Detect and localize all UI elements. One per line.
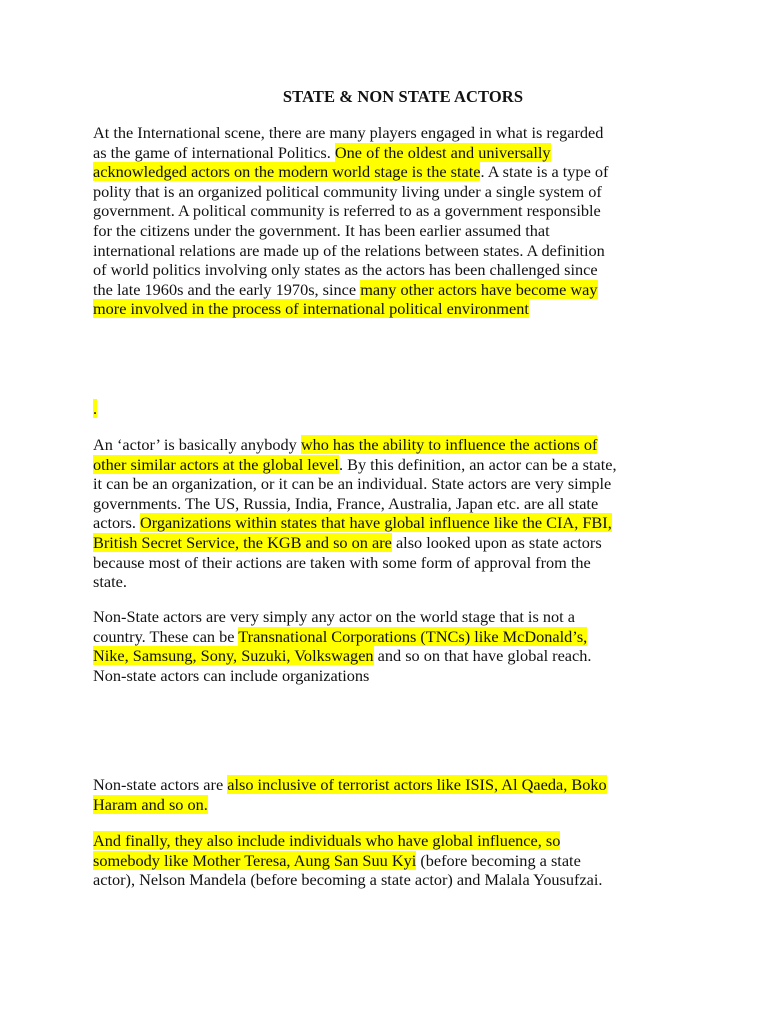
text-line	[93, 513, 683, 533]
text-run: also looked upon as state actors	[391, 532, 602, 552]
text-line	[93, 831, 683, 851]
text-line: government. A political community is referred to as a government responsible	[93, 201, 601, 221]
text-run: Non-state actors are	[93, 775, 228, 794]
text-line: state.	[93, 572, 127, 592]
text-line: international relations are made up of the relations between states. A definition	[93, 240, 605, 260]
text-run: as the game of international Politics.	[93, 142, 335, 162]
highlighted-text: And finally, they also include individuals who have global influence, so	[93, 831, 561, 850]
paragraph-non-state-actors	[93, 607, 683, 685]
highlighted-dot	[93, 399, 683, 419]
highlighted-text: British Secret Service, the KGB and so on are	[93, 532, 392, 552]
highlighted-text: Transnational Corporations (TNCs) like McDonald’s,	[238, 626, 588, 646]
text-run: country. These can be	[93, 626, 239, 646]
text-line	[93, 851, 683, 871]
highlighted-text: .	[93, 399, 98, 418]
text-line	[93, 162, 683, 182]
text-line: Non-state actors can include organizations	[93, 665, 370, 685]
highlighted-text: Nike, Samsung, Sony, Suzuki, Volkswagen	[93, 646, 374, 666]
highlighted-text: more involved in the process of international political environment	[93, 299, 529, 319]
paragraph-individual-actors	[93, 831, 683, 890]
highlighted-text: acknowledged actors on the modern world stage is the state	[93, 162, 481, 182]
text-line: actor), Nelson Mandela (before becoming a state actor) and Malala Yousufzai.	[93, 870, 603, 890]
text-line	[93, 455, 683, 475]
highlighted-text: who has the ability to influence the actions of	[300, 435, 598, 454]
text-line	[93, 795, 683, 815]
highlighted-text: One of the oldest and universally	[334, 142, 551, 162]
highlighted-text: Haram and so on.	[93, 794, 208, 814]
highlighted-text: also inclusive of terrorist actors like ISIS, Al Qaeda, Boko	[227, 775, 607, 794]
paragraph-terrorist-actors	[93, 775, 683, 814]
highlighted-text: other similar actors at the global level	[93, 454, 339, 474]
text-run: . A state is a type of	[480, 162, 609, 182]
text-line	[93, 143, 683, 163]
text-line: governments. The US, Russia, India, France, Australia, Japan etc. are all state	[93, 493, 599, 513]
text-line: it can be an organization, or it can be an individual. State actors are very simple	[93, 474, 612, 494]
text-line	[93, 280, 683, 300]
text-line: for the citizens under the government. It has been earlier assumed that	[93, 220, 550, 240]
paragraph-state-intro	[93, 123, 683, 319]
text-line	[93, 775, 683, 795]
document-title: STATE & NON STATE ACTORS	[282, 87, 524, 106]
text-run: (before becoming a state	[416, 850, 581, 870]
text-line	[93, 646, 683, 666]
text-run: actors.	[93, 513, 141, 533]
paragraph-actor-definition	[93, 435, 683, 592]
text-line: At the International scene, there are many players engaged in what is regarded	[93, 123, 604, 142]
text-run: and so on that have global reach.	[373, 646, 592, 666]
text-line: polity that is an organized political community living under a single system of	[93, 181, 602, 201]
text-line	[93, 299, 683, 319]
text-run: An ‘actor’ is basically anybody	[93, 435, 301, 454]
text-line	[93, 627, 683, 647]
text-run: . By this definition, an actor can be a state,	[338, 454, 617, 474]
text-line: of world politics involving only states as the actors has been challenged since	[93, 260, 598, 280]
highlighted-text: Organizations within states that have global influence like the CIA, FBI,	[140, 513, 612, 533]
text-line: because most of their actions are taken with some form of approval from the	[93, 552, 591, 572]
text-line	[93, 435, 683, 455]
text-line: Non-State actors are very simply any actor on the world stage that is not a	[93, 607, 575, 626]
text-line	[93, 533, 683, 553]
text-run: the late 1960s and the early 1970s, since	[93, 279, 361, 299]
highlighted-text: many other actors have become way	[360, 279, 598, 299]
highlighted-text: somebody like Mother Teresa, Aung San Suu Kyi	[93, 850, 417, 870]
